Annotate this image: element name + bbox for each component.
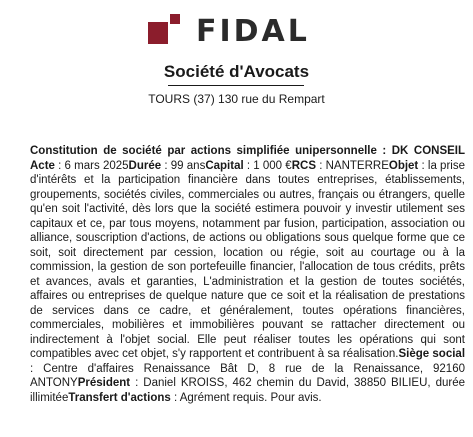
objet-value: : la prise d'intérêts et la participation financière dans toutes entreprises, établissements, groupements, sociétés civiles, commerciales ou autres, français ou étrangers, quelle qu'en soit l'activité, dès lors que la société estimera pouvoir y investir utilement ses capitaux et ce, par tous moyens, notamment par fusion, participation, association ou alliance, souscription d'actions, de actions ou obligations sous quelque forme que ce soit, soit directement par cession, location ou régie, soit au courtage ou à la commission, la gestion de son portefeuille financier, l'allocation de tous crédits, prêts et avances, avals et garanties, L'administration et la gestion de toutes sociétés, affaires ou entreprises de quelque nature que ce soit et la réalisation de prestations de services dans ce cadre, et généralement, toutes opérations financières, commerciales, mobilières et immobilières pouvant se rattacher directement ou indirectement à l'objet social. Elle peut réaliser toutes les opérations qui sont compatibles avec cet objet, s'y rapportent et contribuent à sa réalisation.	[30, 159, 465, 360]
rcs-label: RCS	[291, 159, 316, 172]
duree-label: Durée	[128, 159, 162, 172]
duree-value: : 99 ans	[161, 159, 206, 172]
logo-square-large	[148, 22, 168, 44]
rcs-value: : NANTERRE	[315, 159, 389, 172]
logo-square-small	[170, 14, 180, 24]
transfert-label: Transfert d'actions	[68, 391, 171, 404]
firm-address: TOURS (37) 130 rue du Rempart	[148, 92, 325, 106]
siege-value: : Centre d'affaires Renaissance Bât D, 8 rue de la Renaissance, 92160 ANTONY	[30, 362, 465, 389]
capital-label: Capital	[205, 159, 244, 172]
fidal-logo-mark	[148, 14, 182, 48]
fidal-logo	[148, 14, 310, 48]
objet-label: Objet	[388, 159, 419, 172]
notice-heading: Constitution de société par actions simplifiée unipersonnelle : DK CONSEIL	[30, 145, 465, 157]
acte-value: : 6 mars 2025	[54, 159, 129, 172]
page-title: Société d'Avocats	[163, 62, 310, 81]
title-underline	[168, 85, 304, 86]
transfert-value: : Agrément requis. Pour avis.	[170, 391, 322, 404]
siege-label: Siège social	[398, 348, 466, 360]
logo-text: FIDAL	[196, 13, 310, 49]
president-value: : Daniel KROISS, 462 chemin du David, 38850 BILIEU, durée illimitée	[30, 377, 465, 404]
capital-value: : 1 000 €	[243, 159, 292, 172]
president-label: Président	[77, 377, 131, 389]
legal-notice	[30, 144, 465, 405]
acte-label: Acte	[30, 159, 55, 172]
